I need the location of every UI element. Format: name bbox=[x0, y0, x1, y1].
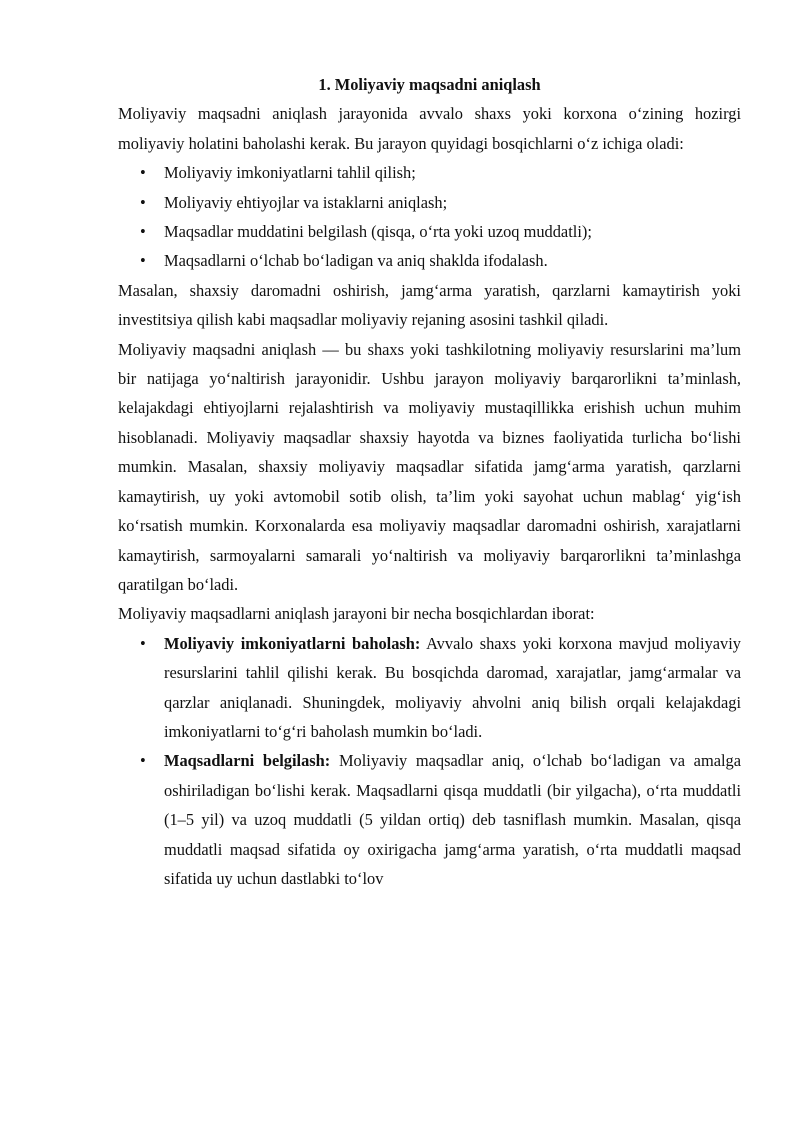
list-item-text: Moliyaviy imkoniyatlarni tahlil qilish; bbox=[164, 163, 416, 183]
bullet-icon: • bbox=[140, 222, 146, 242]
list-item bbox=[118, 188, 741, 217]
list-item-text: Maqsadlarni o‘lchab bo‘ladigan va aniq shaklda ifodalash. bbox=[164, 251, 548, 271]
step-text: Avvalo shaxs yoki korxona mavjud moliyaviy resurslarini tahlil qilishi kerak. Bu bosqichda daromad, xarajatlar, jamg‘armalar va qarzlar aniqlanadi. Shuningdek, moliyaviy ahvolni aniq bilish orqali kelajakdagi imkoniyatlarni to‘g‘ri baholash mumkin bo‘ladi. bbox=[164, 633, 741, 741]
process-intro-paragraph: Moliyaviy maqsadlarni aniqlash jarayoni bir necha bosqichlardan iborat: bbox=[118, 604, 595, 624]
bullet-icon: • bbox=[140, 163, 146, 183]
list-item-text: Maqsadlar muddatini belgilash (qisqa, o‘rta yoki uzoq muddatli); bbox=[164, 222, 592, 242]
document-page bbox=[118, 70, 741, 893]
bullet-icon: • bbox=[140, 251, 146, 271]
list-item bbox=[118, 746, 741, 893]
definition-paragraph: Moliyaviy maqsadni aniqlash — bu shaxs yoki tashkilotning moliyaviy resurslarini ma’lum bir natijaga yo‘naltirish jarayonidir. Ushbu jarayon moliyaviy barqarorlikni ta’minlash, kelajakdagi ehtiyojlarni rejalashtirish va moliyaviy mustaqillikka erishish uchun muhim hisoblanadi. Moliyaviy maqsadlar shaxsiy hayotda va biznes faoliyatida turlicha bo‘lishi mumkin. Masalan, shaxsiy moliyaviy maqsadlar sifatida jamg‘arma yaratish, qarzlarni kamaytirish, uy yoki avtomobil sotib olish, ta’lim yoki sayohat uchun mablag‘ yig‘ish ko‘rsatish mumkin. Korxonalarda esa moliyaviy maqsadlar daromadni oshirish, xarajatlarni kamaytirish, sarmoyalarni samarali yo‘naltirish va moliyaviy barqarorlikni ta’minlashga qaratilgan bo‘ladi. bbox=[118, 339, 741, 594]
list-item bbox=[118, 629, 741, 747]
list-item bbox=[118, 217, 741, 246]
list-item bbox=[118, 246, 741, 275]
step-term: Maqsadlarni belgilash: bbox=[164, 751, 331, 771]
bullet-icon: • bbox=[140, 633, 146, 653]
process-steps-list bbox=[118, 629, 741, 894]
step-text: Moliyaviy maqsadlar aniq, o‘lchab bo‘ladigan va amalga oshiriladigan bo‘lishi kerak. Maqsadlarni qisqa muddatli (bir yilgacha), o‘rta muddatli (1–5 yil) va uzoq muddatli (5 yildan ortiq) deb tasniflash mumkin. Masalan, qisqa muddatli maqsad sifatida oy oxirigacha jamg‘arma yaratish, o‘rta muddatli maqsad sifatida uy uchun dastlabki to‘lov bbox=[164, 751, 741, 888]
steps-list bbox=[118, 158, 741, 276]
step-term: Moliyaviy imkoniyatlarni baholash: bbox=[164, 633, 421, 653]
list-item bbox=[118, 158, 741, 187]
section-heading: 1. Moliyaviy maqsadni aniqlash bbox=[318, 75, 541, 94]
bullet-icon: • bbox=[140, 192, 146, 212]
bullet-icon: • bbox=[140, 751, 146, 771]
example-paragraph: Masalan, shaxsiy daromadni oshirish, jamg‘arma yaratish, qarzlarni kamaytirish yoki investitsiya qilish kabi maqsadlar moliyaviy rejaning asosini tashkil qiladi. bbox=[118, 280, 741, 330]
intro-paragraph: Moliyaviy maqsadni aniqlash jarayonida avvalo shaxs yoki korxona o‘zining hozirgi moliyaviy holatini baholashi kerak. Bu jarayon quyidagi bosqichlarni o‘z ichiga oladi: bbox=[118, 104, 741, 153]
list-item-text: Moliyaviy ehtiyojlar va istaklarni aniqlash; bbox=[164, 192, 448, 212]
